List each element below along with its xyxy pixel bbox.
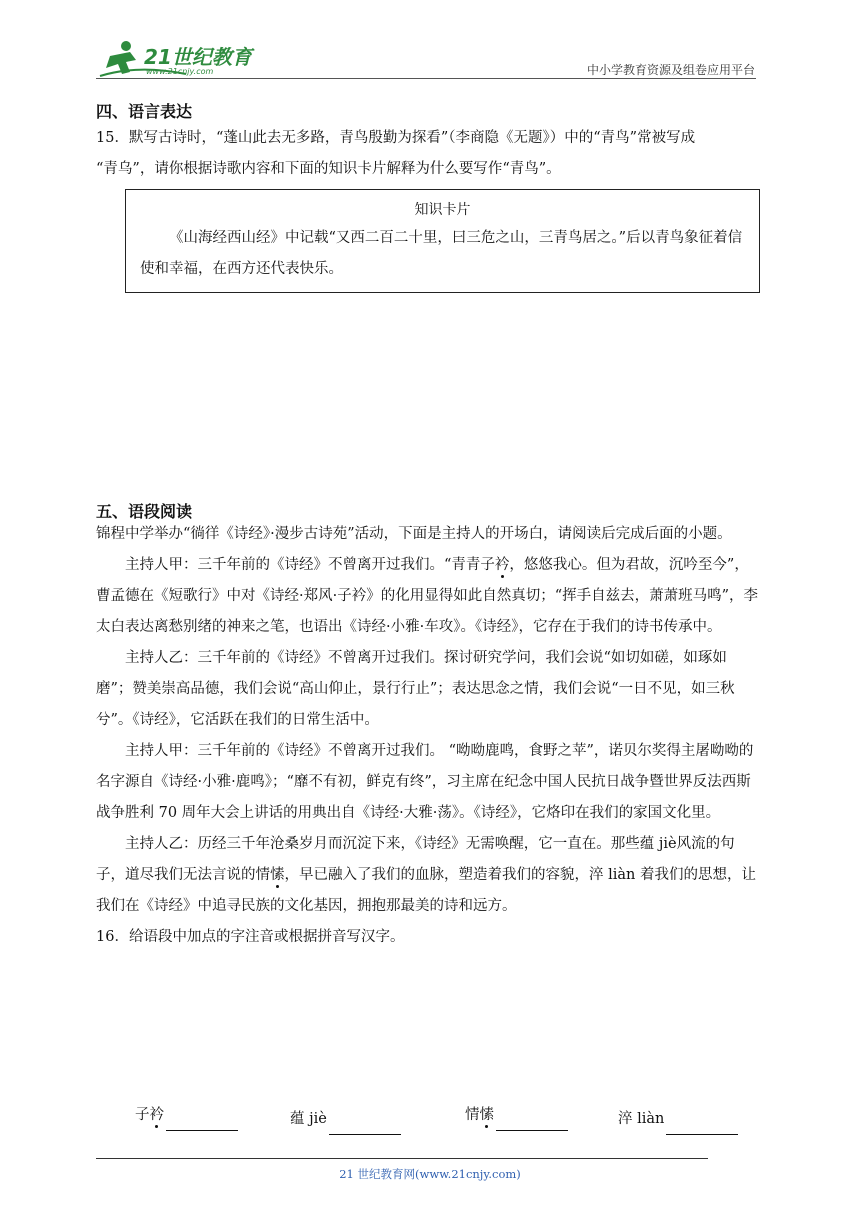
section4-title: 四、语言表达	[96, 102, 193, 121]
answer-blank-2[interactable]	[329, 1118, 401, 1135]
svg-text:www.21cnjy.com: www.21cnjy.com	[146, 67, 214, 76]
logo	[96, 38, 266, 82]
footer-divider	[96, 1158, 708, 1159]
paragraph-4	[96, 829, 761, 922]
dotted-char: 愫	[479, 1107, 494, 1123]
header-divider	[96, 78, 756, 79]
answer-blank-4[interactable]	[666, 1118, 738, 1135]
blank4-label: 淬 liàn	[618, 1111, 665, 1127]
blank2-label: 蕴 jiè	[290, 1111, 327, 1127]
para4-text-a: 主持人乙：历经三千年沧桑岁月而沉淀下来，《诗经》无需唤醒，它一直在。那些蕴 jiè风流的句子，道尽我们无法言说的情	[96, 836, 735, 883]
runner-logo-icon	[96, 38, 266, 82]
footer-link[interactable]: 21 世纪教育网(www.21cnjy.com)	[339, 1167, 521, 1181]
svg-text:21世纪教育: 21世纪教育	[144, 45, 252, 69]
blank3-label: 情	[465, 1107, 480, 1123]
knowledge-card	[125, 189, 760, 293]
paragraph-2: 主持人乙：三千年前的《诗经》不曾离开过我们。探讨研究学问，我们会说“如切如磋，如琢如磨”；赞美崇高品德，我们会说“高山仰止，景行行止”；表达思念之情，我们会说“一日不见，如三秋兮”。《诗经》，它活跃在我们的日常生活中。	[96, 650, 735, 728]
paragraph-1	[96, 550, 761, 643]
para4-text-b: ，早已融入了我们的血脉，塑造着我们的容貌，淬 liàn 着我们的思想，让我们在《诗经》中追寻民族的文化基因，拥抱那最美的诗和远方。	[96, 867, 756, 914]
answer-blank-1[interactable]	[166, 1114, 238, 1131]
paragraph-3: 主持人甲：三千年前的《诗经》不曾离开过我们。 “呦呦鹿鸣，食野之苹”，诺贝尔奖得主屠呦呦的名字源自《诗经·小雅·鹿鸣》；“靡不有初，鲜克有终”，习主席在纪念中国人民抗日战争暨世界反法西斯战争胜利 70 周年大会上讲话的用典出自《诗经·大雅·荡》。《诗经》，它烙印在我们的家国文化里。	[96, 743, 754, 821]
reading-passage	[96, 519, 761, 953]
dotted-char: 衿	[494, 557, 510, 573]
q15-line2: “青乌”，请你根据诗歌内容和下面的知识卡片解释为什么要写作“青鸟”。	[96, 161, 561, 177]
q15-text	[96, 123, 761, 185]
q15-line1: 15．默写古诗时，“蓬山此去无多路，青鸟殷勤为探看”（李商隐《无题》）中的“青鸟”常被写成	[96, 130, 696, 146]
section5-title: 五、语段阅读	[96, 502, 193, 521]
blank-item-2	[290, 1104, 401, 1135]
card-text: 《山海经西山经》中记载“又西二百二十里，曰三危之山，三青鸟居之。”后以青鸟象征着信使和幸福，在西方还代表快乐。	[140, 230, 743, 277]
platform-name: 中小学教育资源及组卷应用平台	[586, 63, 755, 77]
answer-blank-3[interactable]	[496, 1114, 568, 1131]
blank-item-4	[618, 1104, 738, 1135]
para1-text-a: 主持人甲：三千年前的《诗经》不曾离开过我们。“青青子	[125, 557, 495, 573]
dotted-char: 愫	[270, 867, 285, 883]
card-title: 知识卡片	[414, 202, 471, 218]
blank-item-3	[465, 1100, 568, 1131]
intro-paragraph: 锦程中学举办“徜徉《诗经》·漫步古诗苑”活动，下面是主持人的开场白，请阅读后完成后面的小题。	[96, 526, 732, 542]
q16-text: 16．给语段中加点的字注音或根据拼音写汉字。	[96, 929, 405, 945]
dotted-char: 衿	[149, 1107, 164, 1123]
blank-item-1	[135, 1100, 238, 1131]
blank1-label: 子	[135, 1107, 150, 1123]
para1-text-b: ，悠悠我心。但为君故，沉吟至今”，曹孟德在《短歌行》中对《诗经·郑风·子衿》的化用显得如此自然真切；“挥手自兹去，萧萧班马鸣”，李太白表达离愁别绪的神来之笔，也语出《诗经·小雅·车攻》。《诗经》，它存在于我们的诗书传承中。	[96, 557, 759, 635]
